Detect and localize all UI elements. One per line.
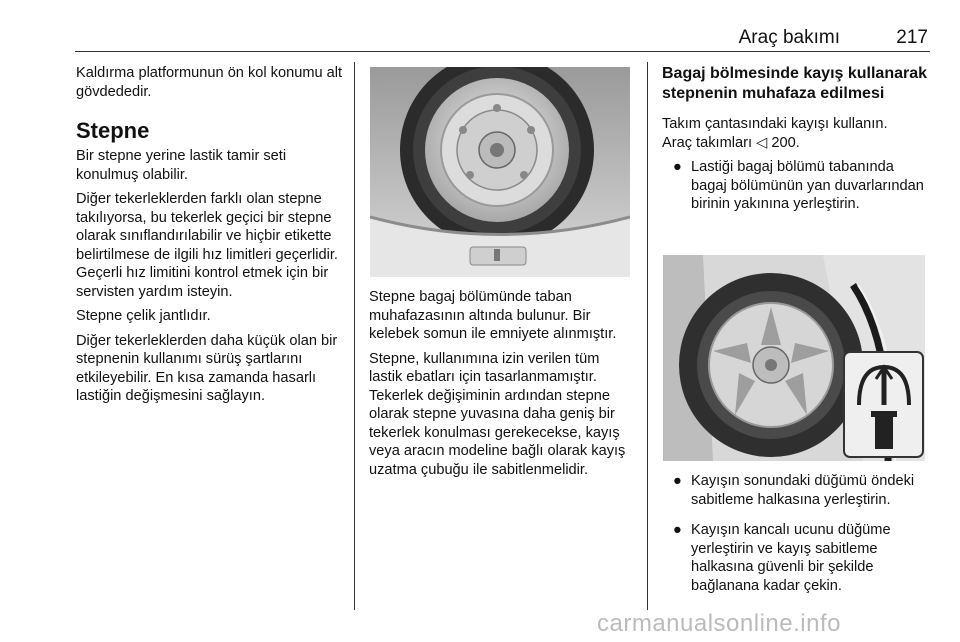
- reference-text: Araç takımları: [662, 134, 753, 151]
- column-right-bottom: [662, 472, 928, 607]
- paragraph-reference: [662, 134, 928, 153]
- column-divider-left: [354, 62, 355, 610]
- strap-fixing-illustration: [663, 255, 925, 461]
- column-middle: [369, 288, 635, 485]
- bullet-item: [662, 158, 928, 214]
- section-heading-stepne: Stepne: [76, 118, 150, 143]
- page-number: 217: [896, 27, 928, 48]
- paragraph: Stepne bagaj bölümünde taban muhafazasının altında bulunur. Bir kelebek somun ile emniyete alınmıştır.: [369, 289, 617, 342]
- spare-wheel-illustration: [370, 67, 630, 277]
- intro-paragraph: Kaldırma platformunun ön kol konumu alt gövdededir.: [76, 65, 343, 100]
- column-divider-right: [647, 62, 648, 610]
- bullet-icon: ●: [673, 522, 682, 538]
- reference-page: 200.: [771, 134, 800, 151]
- bullet-item: [662, 472, 928, 509]
- column-left: [76, 64, 346, 412]
- bullet-icon: ●: [673, 159, 682, 175]
- bullet-icon: ●: [673, 473, 682, 489]
- column-right: [662, 64, 928, 226]
- paragraph: Bir stepne yerine lastik tamir seti konulmuş olabilir.: [76, 148, 287, 183]
- bullet-text: Lastiği bagaj bölümü tabanında bagaj bölümünün yan duvarlarından birinin yakınına yerleştirin.: [691, 159, 924, 212]
- bullet-text: Kayışın sonundaki düğümü öndeki sabitleme halkasına yerleştirin.: [691, 473, 915, 508]
- watermark: carmanualsonline.info: [597, 610, 841, 637]
- spare-wheel-photo: [370, 67, 630, 277]
- paragraph: Stepne, kullanımına izin verilen tüm lastik ebatları için tasarlanmamıştır. Tekerlek değişiminin ardından stepne olarak stepne yuvasına daha geniş bir tekerlek konulması gerekecekse, kayış veya aracın modeline bağlı olarak kayış uzatma çubuğu ile sabitlenmelidir.: [369, 350, 626, 478]
- strap-fixing-photo: [663, 255, 925, 461]
- header-divider: [75, 51, 930, 52]
- section-heading-strap: Bagaj bölmesinde kayış kullanarak stepnenin muhafaza edilmesi: [662, 65, 928, 102]
- paragraph: Stepne çelik jantlıdır.: [76, 308, 211, 324]
- paragraph: Diğer tekerleklerden farklı olan stepne takılıyorsa, bu tekerlek geçici bir stepne olarak sınıflandırılabilir ve hiçbir etikette belirtilmese de ilgili hız limitleri geçerlidir. Geçerli hız limitini kontrol etmek için bir servisten yardım isteyin.: [76, 191, 338, 300]
- paragraph: Diğer tekerleklerden daha küçük olan bir stepnenin kullanımı sürüş şartlarını etkileyebilir. En kısa zamanda hasarlı lastiğin değişmesini sağlayın.: [76, 332, 338, 404]
- bullet-text: Kayışın kancalı ucunu düğüme yerleştirin ve kayış sabitleme halkasına güvenli bir şekilde bağlanana kadar çekin.: [691, 522, 891, 594]
- bullet-item: [662, 521, 928, 595]
- paragraph: Takım çantasındaki kayışı kullanın.: [662, 116, 888, 132]
- header-title: Araç bakımı: [738, 27, 840, 48]
- page-reference-icon: ◁: [756, 134, 768, 151]
